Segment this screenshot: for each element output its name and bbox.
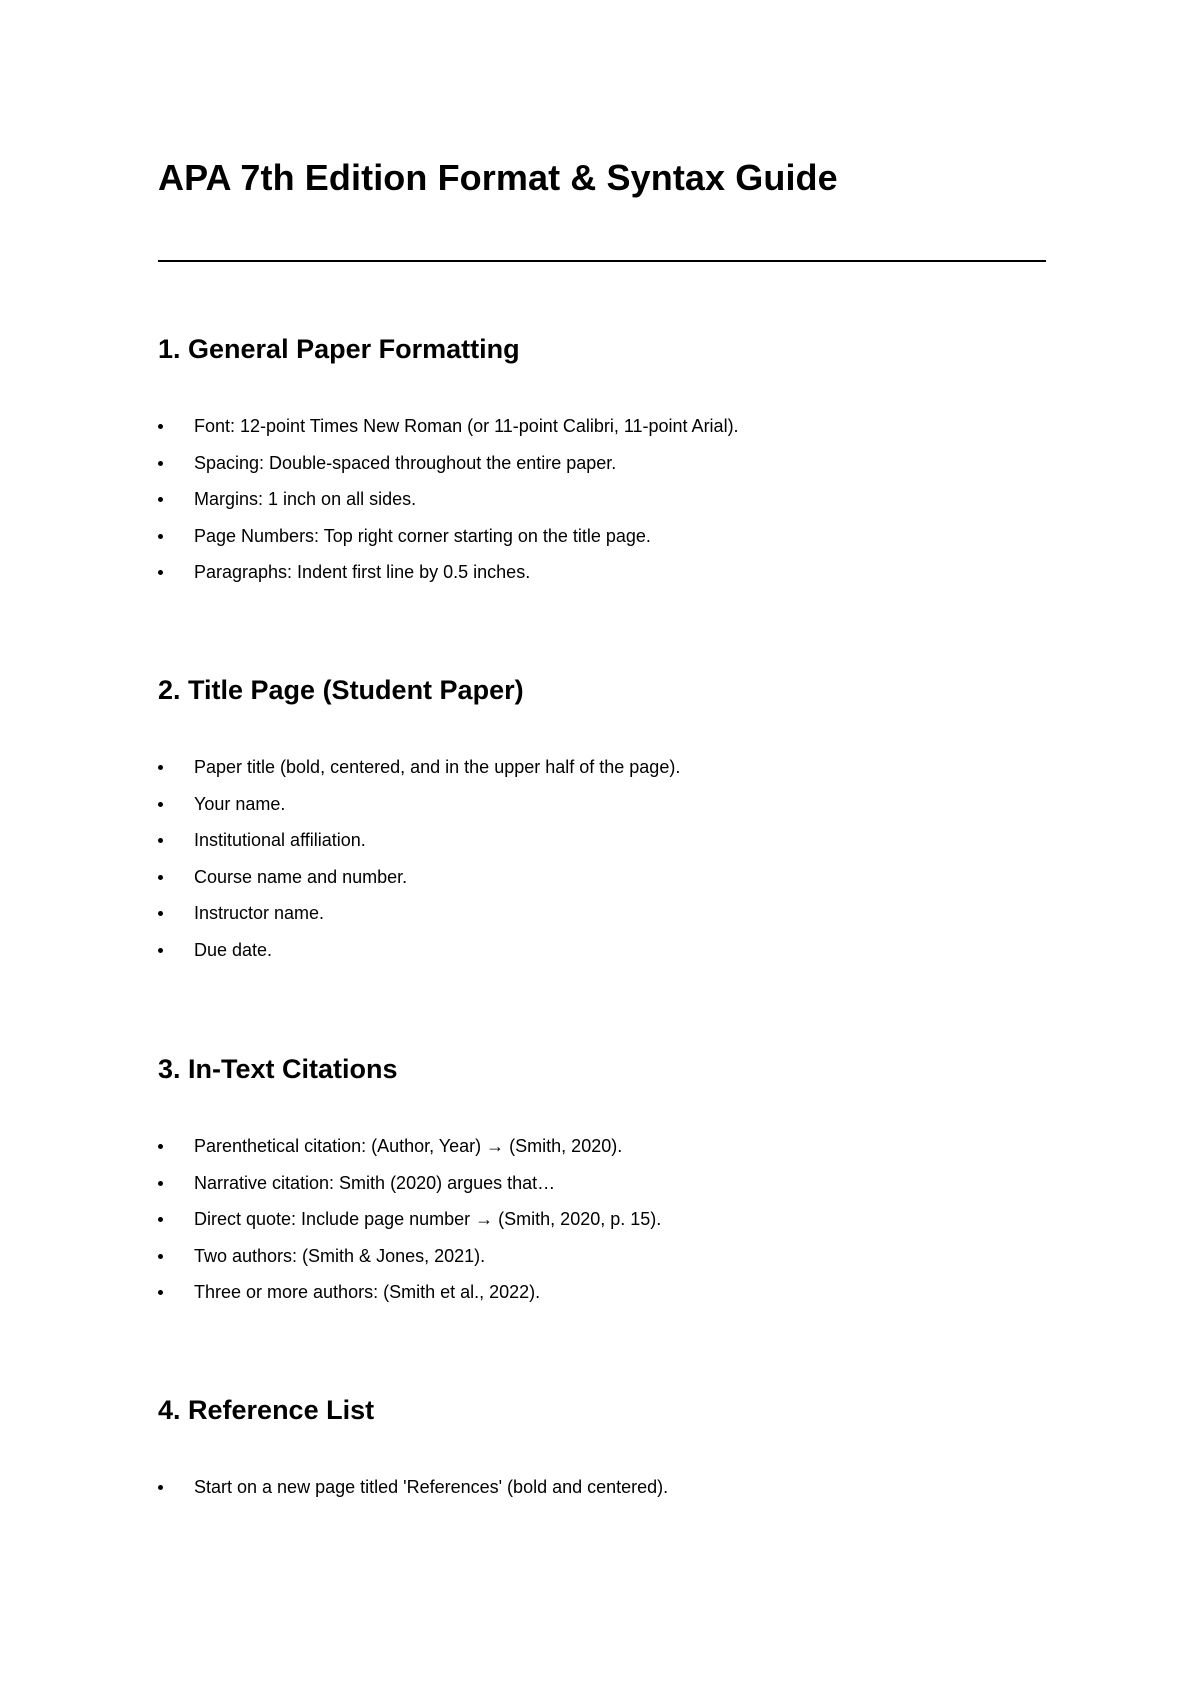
list-item [158, 1169, 1058, 1206]
list-item-text: Instructor name. [194, 903, 325, 923]
list-item [158, 558, 1058, 595]
section-in-text-citations [158, 1052, 1058, 1315]
bullet-icon [158, 534, 163, 539]
list-item [158, 1242, 1058, 1279]
list-item [158, 1278, 1058, 1315]
list-item [158, 485, 1058, 522]
list-item-text: Page Numbers: Top right corner starting on the title page. [194, 525, 651, 546]
bullet-icon [158, 1217, 163, 1222]
section-heading: 1. General Paper Formatting [158, 334, 520, 364]
list-item [158, 412, 1058, 449]
list-item-text: Institutional affiliation. [194, 830, 366, 850]
section-general-paper-formatting [158, 332, 1058, 595]
bullet-icon [158, 1181, 163, 1186]
section-heading: 4. Reference List [158, 1395, 375, 1425]
list-item-text: Due date. [194, 939, 273, 960]
bullet-list [158, 1473, 1058, 1510]
list-item-text: Start on a new page titled 'References' (bold and centered). [194, 1477, 669, 1497]
list-item-text: Paper title (bold, centered, and in the upper half of the page). [194, 757, 681, 777]
list-item-text: Parenthetical citation: (Author, Year) → (Smith, 2020). [194, 1136, 623, 1156]
bullet-icon [158, 1290, 163, 1295]
bullet-icon [158, 1485, 163, 1490]
list-item-text: Margins: 1 inch on all sides. [194, 489, 417, 509]
list-item-text: Two authors: (Smith & Jones, 2021). [194, 1245, 486, 1266]
bullet-icon [158, 948, 163, 953]
list-item-text: Direct quote: Include page number → (Smith, 2020, p. 15). [194, 1209, 662, 1229]
list-item [158, 1132, 1058, 1169]
list-item-text: Three or more authors: (Smith et al., 2022). [194, 1282, 541, 1302]
list-item [158, 863, 1058, 900]
bullet-icon [158, 875, 163, 880]
list-item [158, 899, 1058, 936]
document-title: APA 7th Edition Format & Syntax Guide [158, 157, 838, 198]
bullet-list [158, 412, 1058, 595]
list-item-text: Narrative citation: Smith (2020) argues that… [194, 1172, 556, 1193]
bullet-icon [158, 911, 163, 916]
list-item [158, 753, 1058, 790]
list-item [158, 1473, 1058, 1510]
bullet-icon [158, 461, 163, 466]
list-item [158, 522, 1058, 559]
bullet-list [158, 1132, 1058, 1315]
section-title-page [158, 673, 1058, 972]
list-item [158, 826, 1058, 863]
bullet-icon [158, 424, 163, 429]
bullet-list [158, 753, 1058, 972]
title-divider [158, 260, 1046, 262]
bullet-icon [158, 802, 163, 807]
bullet-icon [158, 497, 163, 502]
bullet-icon [158, 1254, 163, 1259]
bullet-icon [158, 765, 163, 770]
bullet-icon [158, 1144, 163, 1149]
list-item-text: Your name. [194, 793, 286, 814]
section-heading: 3. In-Text Citations [158, 1054, 398, 1084]
section-heading: 2. Title Page (Student Paper) [158, 675, 524, 705]
list-item-text: Paragraphs: Indent first line by 0.5 inches. [194, 562, 531, 582]
list-item [158, 1205, 1058, 1242]
bullet-icon [158, 570, 163, 575]
list-item-text: Font: 12-point Times New Roman (or 11-point Calibri, 11-point Arial). [194, 416, 739, 436]
bullet-icon [158, 838, 163, 843]
list-item [158, 790, 1058, 827]
list-item-text: Spacing: Double-spaced throughout the entire paper. [194, 452, 617, 473]
list-item [158, 936, 1058, 973]
section-reference-list [158, 1393, 1058, 1510]
list-item-text: Course name and number. [194, 866, 408, 887]
list-item [158, 449, 1058, 486]
